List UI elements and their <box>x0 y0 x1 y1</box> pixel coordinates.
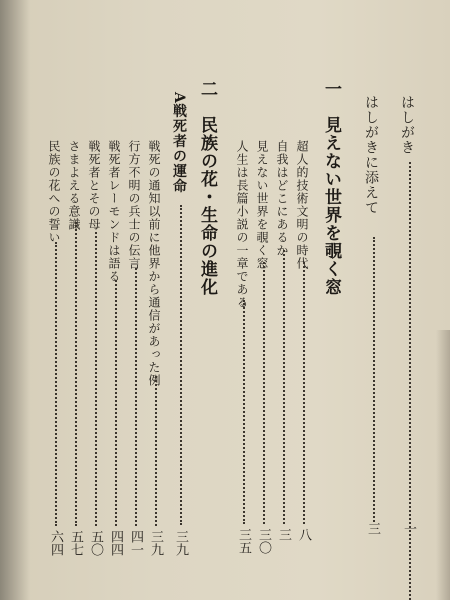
page-number: 五〇 <box>88 530 103 556</box>
leader-dots <box>155 376 157 526</box>
page-number: 六四 <box>48 530 63 556</box>
section-heading-a: A戦死者の運命 <box>171 92 187 194</box>
page-number: 四四 <box>108 530 123 556</box>
page-number: 三 <box>365 522 380 535</box>
chapter-heading-1: 一 見えない世界を覗く窓 <box>321 80 341 296</box>
toc-entry: 戦死者とその母 <box>87 140 101 231</box>
toc-entry: 民族の花への誓い <box>47 140 61 244</box>
leader-dots <box>180 205 182 525</box>
page-number: 三九 <box>148 530 163 556</box>
page-number: 五七 <box>68 530 83 556</box>
leader-dots <box>303 262 305 524</box>
page-number: 三〇 <box>256 528 271 554</box>
leader-dots <box>55 242 57 526</box>
leader-dots <box>243 300 245 524</box>
chapter-heading-2: 二 民族の花・生命の進化 <box>197 80 217 296</box>
leader-dots <box>263 262 265 524</box>
leader-dots <box>373 237 375 522</box>
page-number: 一 <box>401 522 416 535</box>
toc-entry-hashigaki: はしがき <box>399 95 415 155</box>
page-number: 八 <box>296 528 311 541</box>
toc-entry: 人生は長篇小説の一章である <box>235 140 249 309</box>
leader-dots <box>135 268 137 526</box>
leader-dots <box>75 222 77 526</box>
toc-entry: 自我はどこにあるか <box>275 140 289 257</box>
leader-dots <box>115 280 117 526</box>
page-number: 三 <box>276 528 291 541</box>
leader-dots <box>283 250 285 524</box>
page-number: 三九 <box>173 530 188 556</box>
toc-entry-hashigaki-soete: はしがきに添えて <box>363 95 379 215</box>
toc-entry: 超人的技術文明の時代 <box>295 140 309 270</box>
toc-entry: 戦死者レーモンドは語る <box>107 140 121 283</box>
toc-entry: 行方不明の兵士の伝言 <box>127 140 141 270</box>
page-number: 四一 <box>128 530 143 556</box>
binding-shadow <box>0 0 30 600</box>
toc-entry: 見えない世界を覗く窓 <box>255 140 269 270</box>
leader-dots <box>95 232 97 526</box>
page-edge-shadow <box>436 330 450 600</box>
page-number: 三五 <box>236 528 251 554</box>
toc-entry: 戦死の通知以前に他界から通信があった例 <box>147 140 161 387</box>
toc-entry: さまよえる意識 <box>67 140 81 231</box>
